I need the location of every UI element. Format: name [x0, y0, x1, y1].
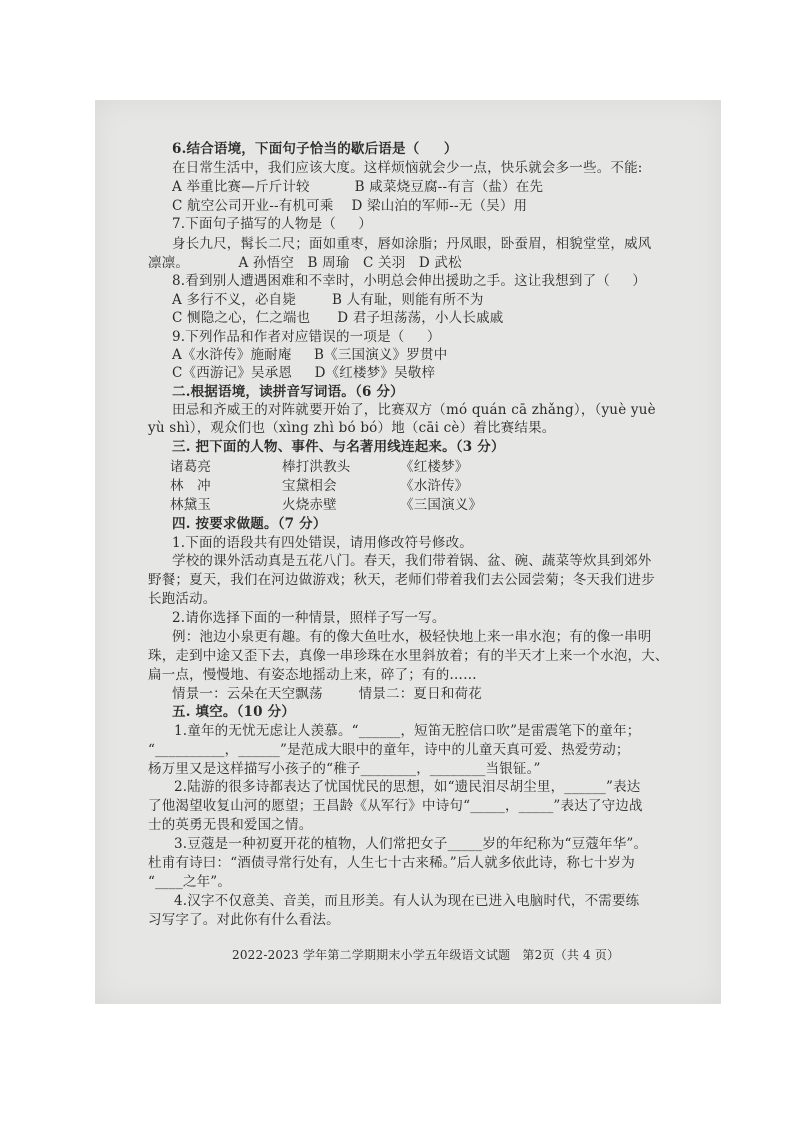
event-item: 宝黛相会	[282, 478, 337, 494]
section2-line2: yù shì），观众们也（xìng zhì bó bó）地（cāi cè）着比赛结果。	[148, 420, 556, 436]
s5-q3-line2: 杜甫有诗曰：“酒债寻常行处有，人生七十古来稀。”后人就多依此诗，称七十岁为	[148, 855, 635, 871]
q6-options-cd: C 航空公司开业--有机可乘 D 梁山泊的军师--无（吴）用	[172, 198, 528, 214]
section5-title: 五. 填空。（10 分）	[172, 704, 296, 720]
q8-options-cd: C 恻隐之心，仁之端也 D 君子坦荡荡，小人长戚戚	[172, 310, 504, 326]
section3-title: 三. 把下面的人物、事件、与名著用线连起来。（3 分）	[172, 439, 505, 455]
s5-q3-line1: 3.豆蔻是一种初夏开花的植物，人们常把女子_____岁的年纪称为“豆蔻年华”。	[174, 836, 648, 852]
book-item: 《三国演义》	[400, 497, 483, 513]
q6-options-ab: A 举重比赛—斤斤计较 B 咸菜烧豆腐--有言（盐）在先	[172, 179, 544, 195]
book-item: 《红楼梦》	[400, 459, 469, 475]
s4-q1-title: 1.下面的语段共有四处错误，请用修改符号修改。	[172, 535, 473, 551]
event-item: 火烧赤壁	[282, 497, 337, 513]
q7-text-line2: 凛凛。 A 孙悟空 B 周瑜 C 关羽 D 武松	[148, 255, 462, 271]
q8-options-ab: A 多行不义，必自毙 B 人有耻，则能有所不为	[172, 292, 484, 308]
person-item: 林 冲	[170, 478, 211, 494]
book-item: 《水浒传》	[400, 478, 469, 494]
q9-title: 9.下列作品和作者对应错误的一项是（ ）	[172, 329, 441, 345]
s5-q4-line1: 4.汉字不仅意美、音美，而且形美。有人认为现在已进入电脑时代，不需要练	[174, 893, 640, 909]
s5-q2-line2: 了他渴望收复山河的愿望；王昌龄《从军行》中诗句“_____，_____”表达了守边战	[148, 798, 643, 814]
section4-title: 四. 按要求做题。（7 分）	[172, 516, 327, 532]
s4-q2-scenarios: 情景一：云朵在天空飘荡 情景二：夏日和荷花	[172, 686, 482, 702]
q8-title: 8.看到别人遭遇困难和不幸时，小明总会伸出援助之手。这让我想到了（ ）	[172, 273, 647, 289]
q9-options-cd: C《西游记》吴承恩 D《红楼梦》吴敬梓	[172, 365, 436, 381]
s5-q2-line3: 士的英勇无畏和爱国之情。	[148, 817, 313, 833]
s5-q1-line3: 杨万里又是这样描写小孩子的“稚子________，________当银钲。”	[148, 761, 541, 777]
event-item: 棒打洪教头	[282, 459, 351, 475]
s4-q2-title: 2.请你选择下面的一种情景，照样子写一写。	[172, 610, 446, 626]
s5-q1-line1: 1.童年的无忧无虑让人羡慕。“______，短笛无腔信口吹”是雷震笔下的童年；	[174, 723, 641, 739]
q7-text-line1: 身长九尺，髯长二尺；面如重枣，唇如涂脂；丹凤眼，卧蚕眉，相貌堂堂，威风	[172, 236, 652, 252]
s5-q1-line2: “__________，______”是范成大眼中的童年，诗中的儿童天真可爱、热爱劳动；	[148, 742, 630, 758]
person-item: 林黛玉	[170, 497, 212, 513]
q9-options-ab: A《水浒传》施耐庵 B《三国演义》罗贯中	[172, 347, 448, 363]
s4-q1-line1: 学校的课外活动真是五花八门。春天，我们带着锅、盆、碗、蔬菜等炊具到郊外	[172, 553, 652, 569]
page-footer: 2022-2023 学年第二学期期末小学五年级语文试题 第2页（共 4 页）	[232, 948, 620, 962]
s5-q2-line1: 2.陆游的很多诗都表达了忧国忧民的思想，如“遗民泪尽胡尘里，______”表达	[174, 779, 641, 795]
s4-q1-line2: 野餐；夏天，我们在河边做游戏；秋天，老师们带着我们去公园尝菊；冬天我们进步	[148, 572, 655, 588]
s5-q3-line3: “____之年”。	[148, 874, 232, 890]
q6-title: 6.结合语境，下面句子恰当的歇后语是（ ）	[172, 141, 458, 157]
s4-q1-line3: 长跑活动。	[148, 591, 217, 607]
s5-q4-line2: 习写字了。对此你有什么看法。	[148, 912, 340, 928]
section2-line1: 田忌和齐威王的对阵就要开始了，比赛双方（mó quán cā zhǎng），（yuè yuè	[172, 402, 656, 418]
s4-q2-line2: 珠，走到中途又歪下去，真像一串珍珠在水里斜放着；有的半天才上来一个水泡，大、	[148, 648, 669, 664]
section2-title: 二.根据语境，读拼音写词语。（6 分）	[172, 384, 404, 400]
q6-context: 在日常生活中，我们应该大度。这样烦恼就会少一点，快乐就会多一些。不能:	[172, 160, 643, 176]
person-item: 诸葛亮	[170, 459, 212, 475]
s4-q2-line3: 扁一点，慢慢地、有姿态地摇动上来，碎了；有的……	[148, 667, 477, 683]
s4-q2-line1: 例：池边小泉更有趣。有的像大鱼吐水，极轻快地上来一串水泡；有的像一串明	[172, 629, 652, 645]
q7-title: 7.下面句子描写的人物是（ ）	[172, 216, 373, 232]
